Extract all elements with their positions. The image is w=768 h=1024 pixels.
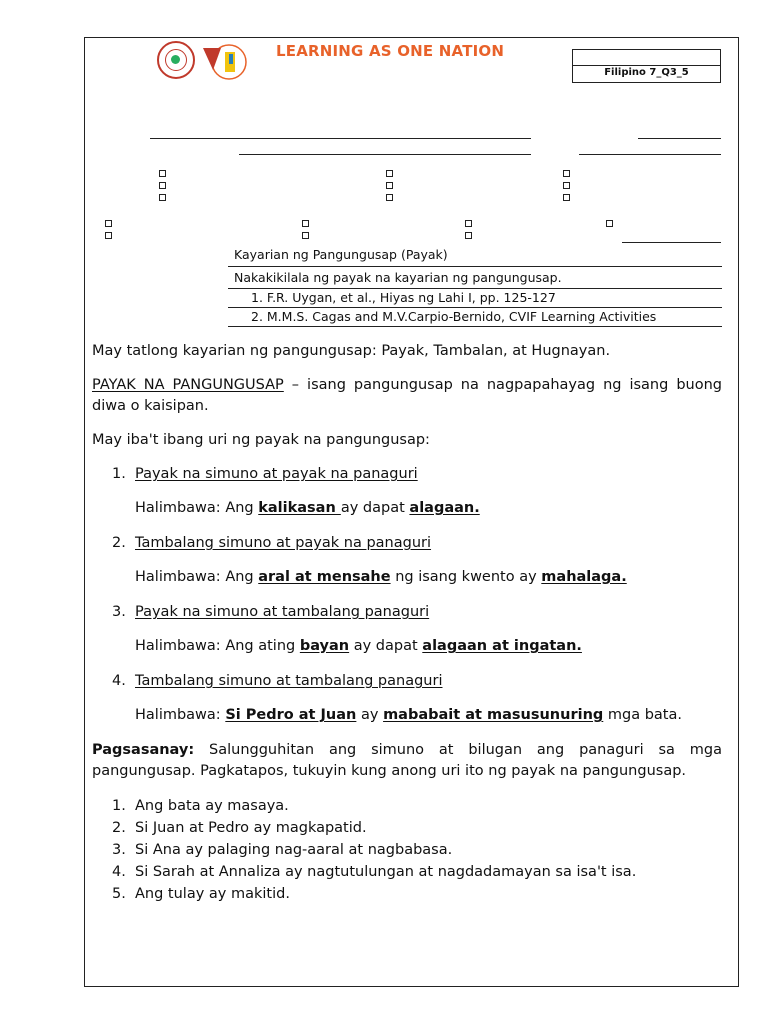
- type-item: [92, 533, 722, 554]
- topic-row: [228, 247, 722, 267]
- example-label: Halimbawa:: [135, 500, 221, 516]
- list-item: [92, 795, 722, 817]
- subject-code-box: [572, 49, 721, 83]
- checkbox[interactable]: [159, 194, 166, 201]
- example-mid: ng isang kwento ay: [390, 569, 542, 585]
- example-mid: ay dapat: [349, 638, 423, 654]
- checkbox[interactable]: [606, 220, 613, 227]
- brand-logo: [199, 42, 249, 82]
- name-blank-line[interactable]: [150, 138, 531, 139]
- checkbox[interactable]: [386, 194, 393, 201]
- checkbox[interactable]: [386, 170, 393, 177]
- school-seal-logo: [157, 41, 195, 79]
- example-mid: ay dapat: [340, 500, 410, 516]
- example-predicate: alagaan at ingatan.: [422, 638, 582, 654]
- example-subject: kalikasan: [258, 500, 341, 516]
- example-subject: aral at mensahe: [258, 569, 391, 585]
- reference-text: 2. M.M.S. Cagas and M.V.Carpio-Bernido, CVIF Learning Activities: [251, 309, 657, 324]
- item-text: Ang bata ay masaya.: [135, 798, 289, 814]
- type-name: Tambalang simuno at payak na panaguri: [135, 535, 432, 551]
- types-intro-paragraph: [92, 430, 722, 451]
- type-item: [92, 464, 722, 485]
- type-number: 3.: [112, 604, 126, 620]
- list-item: [92, 839, 722, 861]
- item-text: Si Ana ay palaging nag-aaral at nagbabasa.: [135, 842, 453, 858]
- definition-paragraph: [92, 375, 722, 417]
- checkbox[interactable]: [563, 182, 570, 189]
- list-item: [92, 817, 722, 839]
- type-example: [135, 567, 715, 588]
- checkbox[interactable]: [302, 220, 309, 227]
- exercise-list: [92, 795, 722, 905]
- checkbox[interactable]: [105, 220, 112, 227]
- intro-paragraph: [92, 341, 722, 362]
- type-number: 2.: [112, 535, 126, 551]
- type-example: [135, 705, 715, 726]
- reference-text: 1. F.R. Uygan, et al., Hiyas ng Lahi I, pp. 125-127: [251, 290, 556, 305]
- objective-text: Nakakikilala ng payak na kayarian ng pangungusap.: [234, 270, 562, 285]
- type-item: [92, 671, 722, 692]
- checkbox[interactable]: [105, 232, 112, 239]
- checkbox[interactable]: [563, 170, 570, 177]
- example-pre: Ang ating: [225, 638, 300, 654]
- checkbox[interactable]: [386, 182, 393, 189]
- type-name: Payak na simuno at payak na panaguri: [135, 466, 418, 482]
- item-number: 4.: [112, 864, 126, 880]
- header-title: LEARNING AS ONE NATION: [276, 42, 505, 60]
- exercise-instruction: Salungguhitan ang simuno at bilugan ang panaguri sa mga pangungusap. Pagkatapos, tukuyin kung anong uri ito ng payak na pangungusap.: [92, 742, 722, 779]
- example-predicate: mahalaga.: [541, 569, 627, 585]
- checkbox[interactable]: [563, 194, 570, 201]
- example-predicate: alagaan.: [409, 500, 480, 516]
- example-label: Halimbawa:: [135, 569, 221, 585]
- other-blank-line[interactable]: [622, 242, 721, 243]
- item-text: Si Sarah at Annaliza ay nagtutulungan at nagdadamayan sa isa't isa.: [135, 864, 637, 880]
- score-blank-line[interactable]: [579, 154, 721, 155]
- checkbox[interactable]: [302, 232, 309, 239]
- checkbox[interactable]: [159, 170, 166, 177]
- item-text: Ang tulay ay makitid.: [135, 886, 290, 902]
- example-pre: Ang: [225, 569, 259, 585]
- subject-code: Filipino 7_Q3_5: [604, 67, 689, 78]
- checkbox[interactable]: [465, 220, 472, 227]
- topic-text: Kayarian ng Pangungusap (Payak): [234, 247, 448, 262]
- example-label: Halimbawa:: [135, 707, 221, 723]
- exercise-paragraph: [92, 740, 722, 782]
- item-number: 1.: [112, 798, 126, 814]
- type-name: Payak na simuno at tambalang panaguri: [135, 604, 430, 620]
- item-number: 5.: [112, 886, 126, 902]
- example-subject: bayan: [299, 638, 350, 654]
- type-number: 1.: [112, 466, 126, 482]
- item-number: 2.: [112, 820, 126, 836]
- checkbox[interactable]: [159, 182, 166, 189]
- type-number: 4.: [112, 673, 126, 689]
- example-mid: ay: [356, 707, 384, 723]
- list-item: [92, 861, 722, 883]
- type-example: [135, 498, 715, 519]
- item-text: Si Juan at Pedro ay magkapatid.: [135, 820, 367, 836]
- definition-term: PAYAK NA PANGUNGUSAP: [92, 377, 284, 393]
- intro-text: May tatlong kayarian ng pangungusap: Payak, Tambalan, at Hugnayan.: [92, 343, 611, 359]
- lesson-info-table: [228, 247, 722, 327]
- checkbox[interactable]: [465, 232, 472, 239]
- reference-row-2: [228, 308, 722, 327]
- example-subject: Si Pedro at Juan: [225, 707, 357, 723]
- section-blank-line[interactable]: [239, 154, 531, 155]
- type-item: [92, 602, 722, 623]
- type-name: Tambalang simuno at tambalang panaguri: [135, 673, 443, 689]
- objective-row: [228, 268, 722, 289]
- item-number: 3.: [112, 842, 126, 858]
- list-item: [92, 883, 722, 905]
- example-pre: Ang: [225, 500, 259, 516]
- definition-text: – isang pangungusap na nagpapahayag ng isang buong diwa o kaisipan.: [92, 377, 722, 414]
- example-predicate: mababait at masusunuring: [383, 707, 604, 723]
- type-example: [135, 636, 715, 657]
- example-label: Halimbawa:: [135, 638, 221, 654]
- reference-row-1: [228, 290, 722, 308]
- types-intro-text: May iba't ibang uri ng payak na pangungusap:: [92, 432, 430, 448]
- exercise-label: Pagsasanay:: [92, 742, 195, 758]
- date-blank-line[interactable]: [638, 138, 721, 139]
- example-post: mga bata.: [603, 707, 682, 723]
